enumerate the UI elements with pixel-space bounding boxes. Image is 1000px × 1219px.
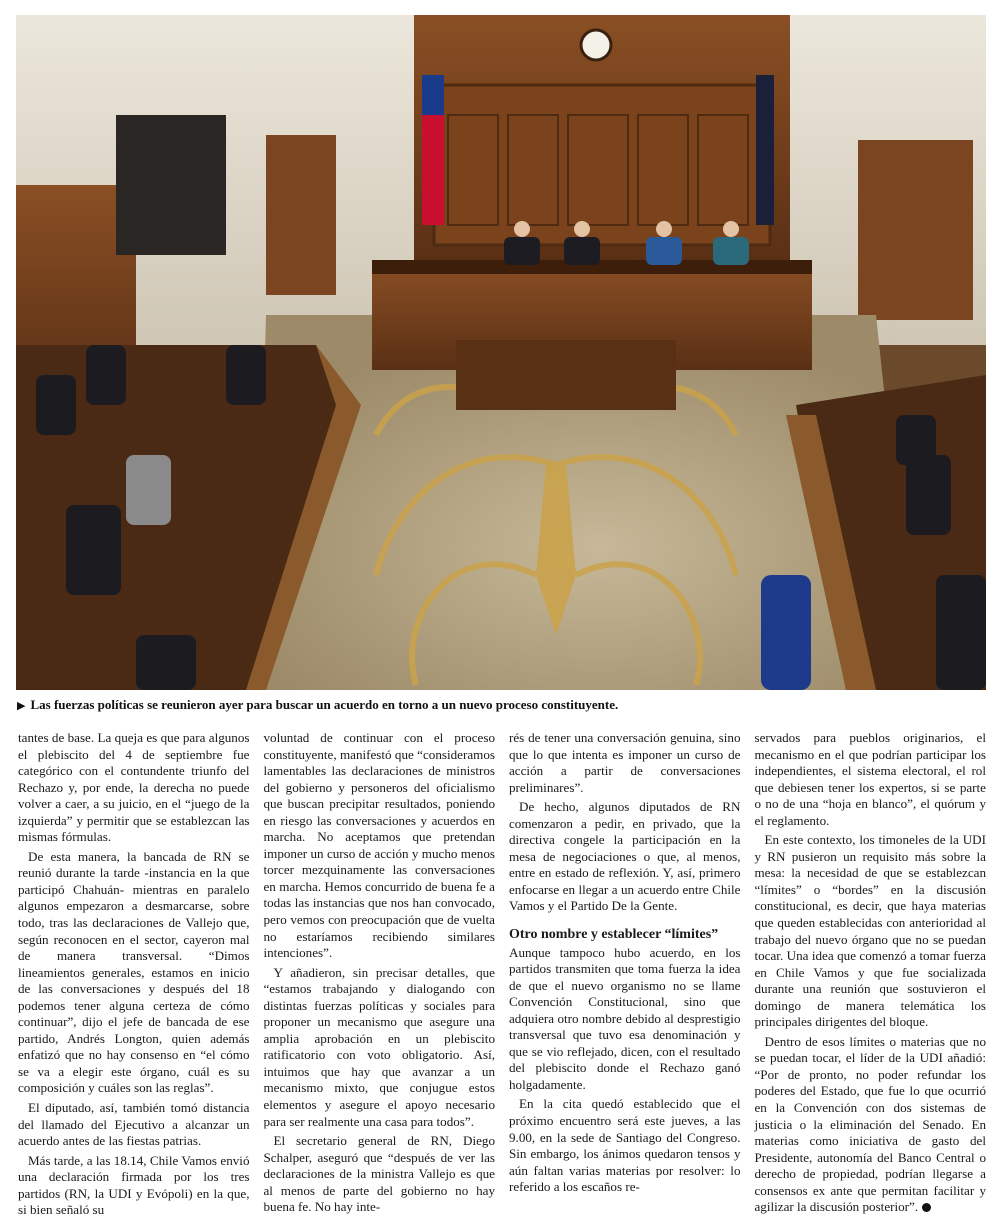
caption-text: Las fuerzas políticas se reunieron ayer para buscar un acuerdo en torno a un nuevo proceso constituyente. [30, 697, 619, 712]
paragraph-text: Dentro de esos límites o materias que no se puedan tocar, el líder de la UDI añadió: “Por de pronto, no poder refundar los poderes del Estado, que fue lo que ocurrió en la Convención con dos sistemas de justicia o la eliminación del Senado. En materias como iniciativa de gasto del Presidente, autonomía del Banco Central o derecho de propiedad, podrían llegarse a consensos ex ante que permitan facilitar y agilizar la discusión posterior”. [754, 1033, 986, 1215]
chamber-illustration [16, 15, 986, 690]
article-body [18, 730, 986, 1218]
end-of-article-icon [922, 1203, 931, 1212]
paragraph: Y añadieron, sin precisar detalles, que “estamos trabajando y dialogando con distintas fuerzas políticas y sociales para proponer un mecanismo que asegure una amplia aprobación en un plebiscito ratificatorio con voto obligatorio. Así, intuimos que hay que avanzar a un mecanismo mixto, que conjugue estos elementos y asegure el apoyo necesario para ser realmente una casa para todos”. [263, 964, 495, 1129]
article-column-1 [18, 730, 250, 1218]
section-heading: Otro nombre y establecer “límites” [509, 927, 719, 943]
paragraph: En la cita quedó establecido que el próximo encuentro será este jueves, a las 9.00, en la sede de Santiago del Congreso. Sin embargo, los ánimos quedaron tensos y aún faltan varias materias por resolver: lo referido a los escaños re- [509, 1096, 741, 1195]
paragraph [755, 1034, 987, 1216]
paragraph: tantes de base. La queja es que para algunos el plebiscito del 4 de septiembre fue categórico con el contundente triunfo del Rechazo y, por ende, la derecha no puede volver a caer, a su juicio, en el “juego de la izquierda” y permitir que se establezcan las mismas fórmulas. [18, 730, 250, 845]
paragraph: servados para pueblos originarios, el mecanismo en el que podrían participar los independientes, el sistema electoral, el rol que debiesen tener los expertos, si se parte o no de una “hoja en blanco”, el quórum y el reglamento. [754, 730, 986, 828]
article-column-3 [509, 730, 741, 1195]
paragraph: De esta manera, la bancada de RN se reunió durante la tarde -instancia en la que participó Chahuán- mientras en paralelo algunos empezaron a desmarcarse, sobre todo, tras las declaraciones de Vallejo que, según reconocen en el sector, cayeron mal de manera transversal. “Dimos lineamientos generales, estamos en inicio de las conversaciones y después del 18 podemos tener alguna certeza de cómo continuar”, dijo el jefe de bancada de ese partido, Andrés Longton, quien además enfatizó que no hay consenso en “el cómo se va a elegir este órgano, cuál es su composición y cuáles son las reglas”. [18, 848, 250, 1096]
article-column-4 [754, 730, 987, 1215]
paragraph: Más tarde, a las 18.14, Chile Vamos envió una declaración firmada por los tres partidos (RN, la UDI y Evópoli) en la que, si bien señaló su [18, 1152, 250, 1218]
paragraph: Aunque tampoco hubo acuerdo, en los partidos transmiten que toma fuerza la idea de que el nuevo organismo no se llame Convención Constitucional, sino que adquiera otro nombre debido al desprestigio transversal que tuvo esa denominación y que se vio reflejado, dicen, con el resultado del plebiscito donde el Rechazo ganó holgadamente. [509, 944, 741, 1092]
paragraph: El diputado, así, también tomó distancia del llamado del Ejecutivo a alcanzar un acuerdo antes de las fiestas patrias. [18, 1100, 250, 1149]
paragraph: El secretario general de RN, Diego Schalper, aseguró que “después de ver las declaraciones de la ministra Vallejo es que al menos de parte del gobierno no hay buena fe. No hay inte- [263, 1133, 495, 1215]
photo-caption [17, 697, 987, 713]
paragraph: voluntad de continuar con el proceso constituyente, manifestó que “consideramos lamentables las declaraciones de ministros del gobierno y personeros del oficialismo que buscan precipitar resultados, poniendo en riesgo las conversaciones y acuerdos en marcha. No aceptamos que pretendan imponer un curso de acción y mucho menos torcer mezquinamente las conversaciones en marcha. Hemos concurrido de buena fe a todas las instancias que nos han convocado, pero vemos con preocupación que de vuelta no estaríamos recibiendo similares intenciones”. [263, 730, 495, 961]
article-column-2 [263, 730, 496, 1215]
paragraph: De hecho, algunos diputados de RN comenzaron a pedir, en privado, que la directiva congele la participación en la mesa de negociaciones o que, al menos, entre en estado de reflexión. Y, así, primero enfocarse en llegar a un acuerdo entre Chile Vamos y el Partido De la Gente. [509, 799, 741, 914]
paragraph: rés de tener una conversación genuina, sino que lo que intenta es imponer un curso de acción a partir de conversaciones preliminares”. [509, 730, 741, 795]
paragraph: En este contexto, los timoneles de la UDI y RN pusieron un requisito más sobre la mesa: la necesidad de que se establezcan “límites” o “bordes” en la discusión constitucional, es decir, que haya materias que queden establecidas con anterioridad al trabajo del nuevo órgano que no se puedan tocar. Una idea que comenzó a tomar fuerza en Chile Vamos y que fue socializada durante una reunión que sostuvieron el domingo de manera telemática los principales dirigentes del bloque. [754, 832, 986, 1030]
chamber-photo [16, 15, 986, 690]
caption-triangle-icon: ▶ [17, 700, 26, 712]
